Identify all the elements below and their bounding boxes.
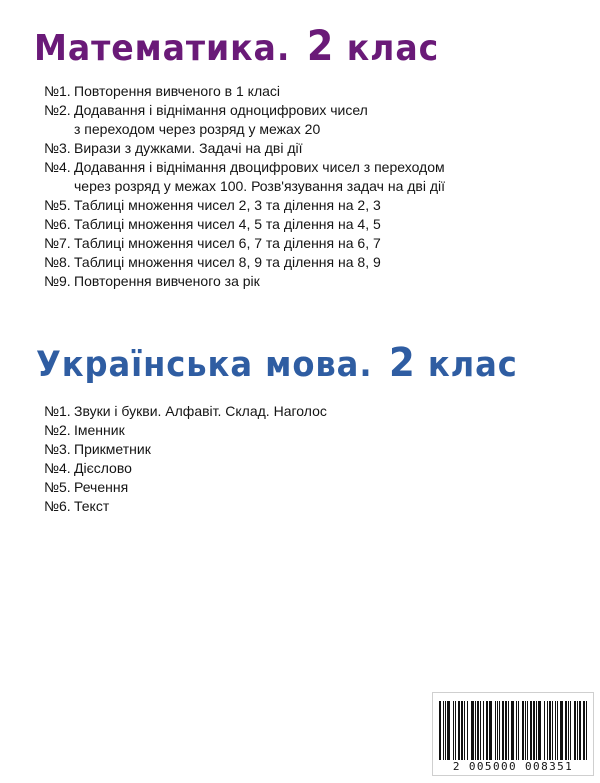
topic-text: Таблиці множення чисел 6, 7 та ділення на 6, 7 [74, 235, 381, 251]
ukrainian-topic-list [44, 402, 327, 516]
topic-text: Додавання і віднімання одноцифрових чисел [74, 102, 368, 118]
topic-number: №6. [44, 498, 71, 514]
topic-item [44, 459, 327, 478]
topic-text: Текст [74, 498, 110, 514]
topic-number: №2. [44, 422, 71, 438]
barcode [432, 692, 594, 776]
topic-number: №2. [44, 102, 71, 118]
topic-item [44, 272, 445, 291]
topic-text: Дієслово [74, 460, 132, 476]
topic-text: Звуки і букви. Алфавіт. Склад. Наголос [74, 403, 327, 419]
topic-number: №4. [44, 460, 71, 476]
topic-text: Таблиці множення чисел 8, 9 та ділення на 8, 9 [74, 254, 381, 270]
topic-text: Прикметник [74, 441, 151, 457]
topic-number: №3. [44, 441, 71, 457]
topic-item [44, 215, 445, 234]
topic-number: №1. [44, 403, 71, 419]
topic-number: №3. [44, 140, 71, 156]
topic-text: Повторення вивченого за рік [74, 273, 260, 289]
topic-item [44, 421, 327, 440]
topic-text: Таблиці множення чисел 4, 5 та ділення на 4, 5 [74, 216, 381, 232]
topic-item [44, 253, 445, 272]
topic-text: через розряд у межах 100. Розв'язування задач на дві дії [74, 178, 446, 194]
ukrainian-section-title [36, 340, 560, 386]
topic-item [44, 440, 327, 459]
topic-text: Додавання і віднімання двоцифрових чисел з переходом [74, 159, 445, 175]
topic-item [44, 82, 445, 101]
topic-text: Речення [74, 479, 129, 495]
math-grade-number: 2 [306, 22, 335, 70]
topic-text: Повторення вивченого в 1 класі [74, 83, 281, 99]
topic-item [44, 402, 327, 421]
topic-item [44, 101, 445, 139]
topic-text: Вирази з дужками. Задачі на дві дії [74, 140, 303, 156]
topic-number: №5. [44, 479, 71, 495]
math-section-title [34, 22, 474, 70]
topic-number: №5. [44, 197, 71, 213]
barcode-bars [437, 701, 591, 763]
math-topic-list [44, 82, 445, 291]
barcode-number: 2 005000 008351 [435, 760, 591, 773]
math-grade-word: клас [346, 28, 440, 69]
topic-item [44, 158, 445, 196]
ukr-grade-number: 2 [389, 340, 416, 386]
topic-number: №4. [44, 159, 71, 175]
topic-number: №7. [44, 235, 71, 251]
topic-number: №9. [44, 273, 71, 289]
topic-item [44, 139, 445, 158]
topic-number: №8. [44, 254, 71, 270]
ukr-title-text: Українська мова. [36, 345, 373, 385]
topic-item [44, 478, 327, 497]
topic-item [44, 196, 445, 215]
ukr-grade-word: клас [427, 345, 518, 385]
topic-item [44, 234, 445, 253]
topic-text: Таблиці множення чисел 2, 3 та ділення на 2, 3 [74, 197, 381, 213]
topic-text: Іменник [74, 422, 125, 438]
topic-number: №1. [44, 83, 71, 99]
math-title-text: Математика. [34, 28, 291, 69]
topic-number: №6. [44, 216, 71, 232]
topic-text: з переходом через розряд у межах 20 [74, 121, 321, 137]
topic-item [44, 497, 327, 516]
